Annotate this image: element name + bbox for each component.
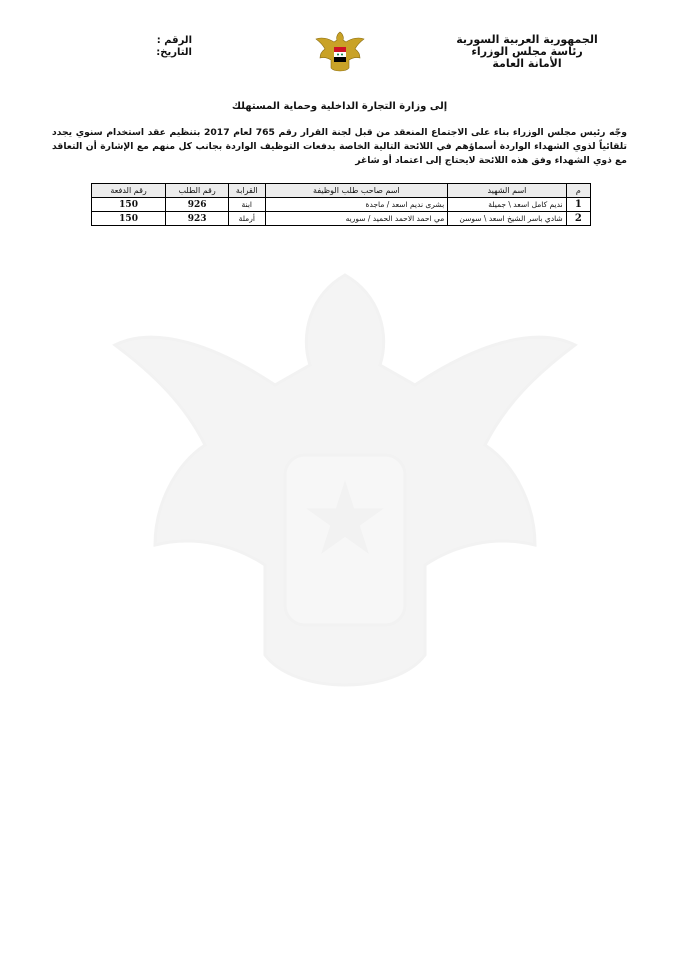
martyr-name: نديم كامل اسعد \ جميلة xyxy=(448,198,566,212)
row-index: 1 xyxy=(566,198,590,212)
col-martyr-header: اسم الشهيد xyxy=(448,184,566,198)
batch-number: 150 xyxy=(92,198,166,212)
number-label: الرقم : xyxy=(156,35,192,46)
relation: أرملة xyxy=(229,212,266,226)
recipient-line: إلى وزارة التجارة الداخلية وحماية المستهلك xyxy=(231,101,448,112)
batch-number: 150 xyxy=(92,212,166,226)
letter-body: وجّه رئيس مجلس الوزراء بناء على الاجتماع المنعقد من قبل لجنة القرار رقم 765 لعام 2017 بتنظيم عقد استخدام سنوي يجدد تلقائياً لذوي الشهداء الواردة أسماؤهم في اللائحة التالية الخاصة بدفعات التوظيف الواردة بجانب كل منهم مع الإشارة أن التعاقد مع ذوي الشهداء وفق هذه اللائحة لايحتاج إلى اعتماد أو شاغر xyxy=(52,127,628,166)
syrian-eagle-emblem-icon xyxy=(313,30,367,74)
secretariat-name: الأمانة العامة xyxy=(492,57,562,70)
col-applicant-header: اسم صاحب طلب الوظيفة xyxy=(265,184,448,198)
applicant-name: بشرى نديم اسعد / ماجدة xyxy=(265,198,448,212)
table-header-row xyxy=(92,184,591,198)
issuer-header xyxy=(427,34,627,70)
martyr-name: شادي باسر الشيخ اسعد \ سوسن xyxy=(448,212,566,226)
table-row xyxy=(92,212,591,226)
row-index: 2 xyxy=(566,212,590,226)
beneficiaries-table xyxy=(91,183,591,226)
request-number: 923 xyxy=(166,212,229,226)
col-batch-header: رقم الدفعة xyxy=(92,184,166,198)
table-row xyxy=(92,198,591,212)
col-relation-header: القرابة xyxy=(229,184,266,198)
col-index-header: م xyxy=(566,184,590,198)
applicant-name: مي احمد الاحمد الحميد / سوريه xyxy=(265,212,448,226)
reference-block xyxy=(122,35,192,59)
eagle-watermark-icon xyxy=(95,235,595,735)
request-number: 926 xyxy=(166,198,229,212)
country-name: الجمهورية العربية السورية xyxy=(456,33,598,46)
col-request-header: رقم الطلب xyxy=(166,184,229,198)
council-name: رئاسة مجلس الوزراء xyxy=(471,45,583,58)
date-label: التاريخ: xyxy=(156,47,192,58)
relation: ابنة xyxy=(229,198,266,212)
